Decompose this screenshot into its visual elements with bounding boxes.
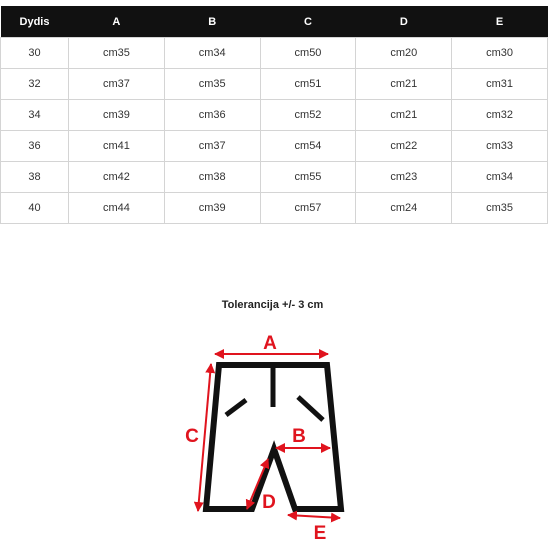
label-c: C (185, 426, 199, 447)
table-cell: 34 (1, 100, 69, 131)
table-cell: 38 (1, 162, 69, 193)
table-cell: cm32 (452, 100, 548, 131)
table-cell: cm35 (164, 69, 260, 100)
right-pocket-line (298, 397, 323, 420)
table-cell: cm24 (356, 193, 452, 224)
table-cell: cm34 (164, 38, 260, 69)
col-header-d: D (356, 6, 452, 38)
size-table (0, 6, 548, 224)
table-cell: cm42 (69, 162, 165, 193)
table-cell: cm52 (260, 100, 356, 131)
left-pocket-line (226, 400, 246, 415)
table-row (1, 193, 548, 224)
label-a: A (263, 333, 277, 354)
table-cell: 40 (1, 193, 69, 224)
table-cell: cm22 (356, 131, 452, 162)
table-cell: cm38 (164, 162, 260, 193)
shorts-measurement-diagram (180, 328, 370, 543)
table-cell: cm44 (69, 193, 165, 224)
table-cell: cm36 (164, 100, 260, 131)
table-cell: cm37 (164, 131, 260, 162)
tolerance-note: Tolerancija +/- 3 cm (221, 299, 324, 311)
table-row (1, 100, 548, 131)
table-cell: 32 (1, 69, 69, 100)
measure-e-line (288, 515, 340, 518)
table-header-row (1, 6, 548, 38)
table-row (1, 162, 548, 193)
table-cell: cm35 (69, 38, 165, 69)
table-cell: cm21 (356, 100, 452, 131)
table-cell: cm33 (452, 131, 548, 162)
table-cell: 36 (1, 131, 69, 162)
table-cell: cm54 (260, 131, 356, 162)
table-row (1, 131, 548, 162)
table-cell: cm31 (452, 69, 548, 100)
table-cell: cm30 (452, 38, 548, 69)
table-cell: cm21 (356, 69, 452, 100)
col-header-c: C (260, 6, 356, 38)
table-cell: cm51 (260, 69, 356, 100)
col-header-a: A (69, 6, 165, 38)
table-row (1, 69, 548, 100)
table-cell: cm50 (260, 38, 356, 69)
table-cell: cm41 (69, 131, 165, 162)
table-cell: cm55 (260, 162, 356, 193)
table-cell: 30 (1, 38, 69, 69)
table-cell: cm34 (452, 162, 548, 193)
table-cell: cm39 (69, 100, 165, 131)
table-cell: cm23 (356, 162, 452, 193)
col-header-b: B (164, 6, 260, 38)
col-header-e: E (452, 6, 548, 38)
table-row (1, 38, 548, 69)
label-d: D (262, 492, 276, 513)
table-cell: cm37 (69, 69, 165, 100)
label-b: B (292, 426, 306, 447)
col-header-size: Dydis (1, 6, 69, 38)
label-e: E (313, 523, 327, 543)
table-cell: cm39 (164, 193, 260, 224)
table-cell: cm35 (452, 193, 548, 224)
table-cell: cm20 (356, 38, 452, 69)
table-cell: cm57 (260, 193, 356, 224)
